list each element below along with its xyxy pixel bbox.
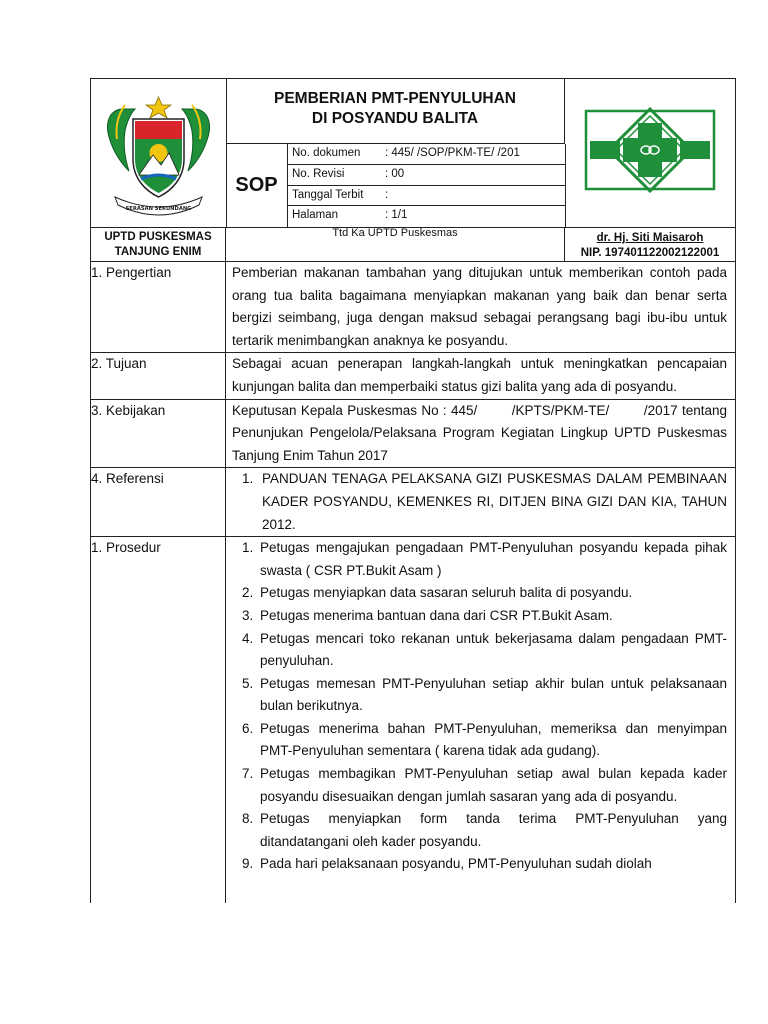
content-referensi — [226, 468, 735, 536]
list-item: 2. Petugas menyiapkan data sasaran seluruh balita di posyandu. — [242, 585, 633, 601]
signer-name: dr. Hj. Siti Maisaroh — [596, 232, 704, 244]
label-pengertian: 1. Pengertian — [91, 262, 226, 352]
row-tujuan — [91, 353, 735, 399]
meta-row-issue-date: Tanggal Terbit : — [287, 186, 565, 207]
meta-row-revision: No. Revisi : 00 — [287, 165, 565, 186]
sop-content-table — [90, 262, 736, 903]
regency-emblem-icon — [91, 79, 226, 227]
signature-caption: Ttd Ka UPTD Puskesmas — [226, 227, 565, 261]
document-meta — [287, 144, 566, 227]
organization-name: UPTD PUSKESMAS TANJUNG ENIM — [91, 227, 226, 261]
meta-row-page: Halaman : 1/1 — [292, 209, 408, 222]
row-kebijakan — [91, 400, 735, 469]
title-line-1: PEMBERIAN PMT-PENYULUHAN — [274, 90, 516, 107]
label-prosedur: 1. Prosedur — [91, 537, 226, 903]
meta-row-doc-number: No. dokumen : 445/ /SOP/PKM-TE/ /201 — [287, 144, 565, 165]
content-kebijakan: Keputusan Kepala Puskesmas No : 445/ /KPTS/PKM-TE/ /2017 tentang Penunjukan Pengelola/Pelaksana Program Kegiatan Lingkup UPTD Puskesmas Tanjung Enim Tahun 2017 — [232, 402, 731, 463]
label-kebijakan: 3. Kebijakan — [91, 400, 226, 468]
list-item: 8. Petugas menyiapkan form tanda terima PMT-Penyuluhan yang ditandatangani oleh kader posyandu. — [242, 811, 727, 849]
document-title — [226, 79, 565, 144]
list-item: 4. Petugas mencari toko rekanan untuk bekerjasama dalam pengadaan PMT-penyuluhan. — [242, 630, 727, 669]
list-item: 1. PANDUAN TENAGA PELAKSANA GIZI PUSKESMAS DALAM PEMBINAAN KADER POSYANDU, KEMENKES RI, DITJEN BINA GIZI DAN KIA, TAHUN 2012. — [242, 471, 727, 532]
label-referensi: 4. Referensi — [91, 468, 226, 536]
row-referensi — [91, 468, 735, 537]
regency-logo-cell — [91, 79, 227, 227]
puskesmas-logo-cell — [565, 79, 735, 227]
sop-label: SOP — [226, 144, 288, 227]
label-tujuan: 2. Tujuan — [91, 353, 226, 398]
list-item: 1. Petugas mengajukan pengadaan PMT-Penyuluhan posyandu kepada pihak swasta ( CSR PT.Bukit Asam ) — [242, 540, 727, 578]
signer-block — [565, 227, 735, 261]
content-pengertian: Pemberian makanan tambahan yang ditujukan untuk memberikan contoh pada orang tua balita bagaimana menyiapkan makanan yang baik dan benar serta bergizi seimbang, juga dengan maksud sebagai perangsang bagi ibu-ibu untuk tertarik menimbangkan anaknya ke posyandu. — [232, 265, 727, 348]
list-item: 6. Petugas menerima bahan PMT-Penyuluhan, memeriksa dan menyimpan PMT-Penyuluhan sementara ( karena tidak ada gudang). — [242, 720, 727, 759]
list-item: 7. Petugas membagikan PMT-Penyuluhan setiap awal bulan kepada kader posyandu disesuaikan dengan jumlah sasaran yang ada di posyandu. — [242, 766, 727, 804]
list-item: 9. Pada hari pelaksanaan posyandu, PMT-Penyuluhan sudah diolah — [242, 856, 652, 872]
list-item: 3. Petugas menerima bantuan dana dari CSR PT.Bukit Asam. — [242, 607, 613, 623]
sop-document — [90, 78, 736, 903]
list-item: 5. Petugas memesan PMT-Penyuluhan setiap akhir bulan untuk pelaksanaan bulan berikutnya. — [242, 675, 727, 714]
svg-text:SERASAN SEKUNDANG: SERASAN SEKUNDANG — [125, 206, 192, 212]
title-line-2: DI POSYANDU BALITA — [311, 110, 479, 127]
row-prosedur — [91, 537, 735, 903]
content-tujuan: Sebagai acuan penerapan langkah-langkah untuk meningkatkan pencapaian kunjungan balita dan memperbaiki status gizi balita yang ada di posyandu. — [232, 356, 727, 394]
sop-header — [90, 78, 736, 262]
signer-nip: NIP. 197401122002122001 — [580, 247, 720, 259]
content-prosedur — [226, 537, 735, 903]
row-pengertian — [91, 262, 735, 353]
puskesmas-cross-icon — [565, 79, 735, 227]
